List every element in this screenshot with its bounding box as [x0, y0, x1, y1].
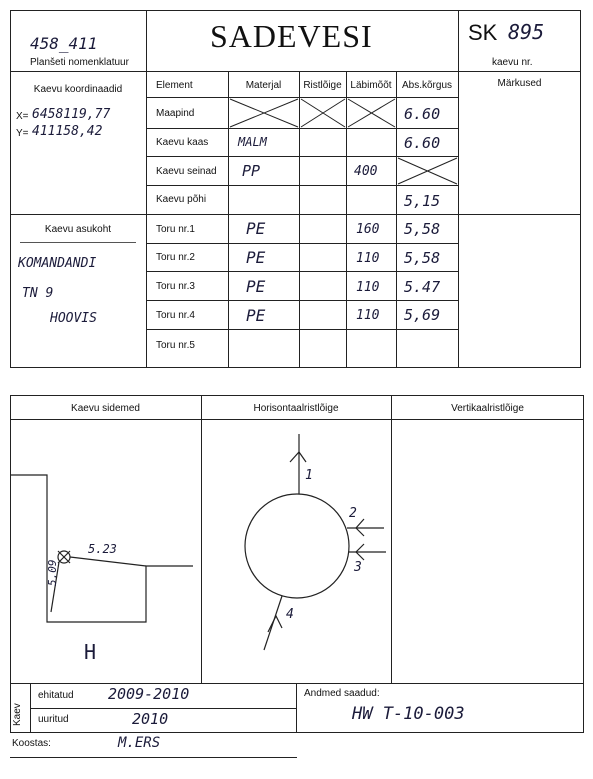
pipe-label-2: 2 [349, 506, 357, 521]
coords-label: Kaevu koordinaadid [33, 84, 123, 95]
row-material: PP [242, 162, 261, 180]
row-element: Toru nr.5 [156, 340, 195, 351]
panel-horizontal-title: Horisontaalristlõige [253, 403, 339, 414]
row-height: 5.47 [404, 278, 441, 296]
row-element: Kaevu kaas [156, 137, 209, 148]
x-prefix: X= [16, 111, 29, 122]
y-prefix: Y= [16, 128, 29, 139]
well-number: 895 [508, 20, 545, 44]
row-material: PE [246, 306, 266, 325]
form-title: SADEVESI [210, 18, 373, 54]
surveyed-value: 2010 [132, 710, 169, 728]
row-diameter: 160 [356, 222, 380, 237]
row-element: Maapind [156, 108, 195, 119]
row-material: PE [246, 248, 266, 267]
y-coordinate: 411158,42 [32, 124, 103, 139]
row-element: Toru nr.2 [156, 252, 195, 263]
pipe-label-1: 1 [305, 468, 313, 483]
row-height: 5,15 [404, 192, 441, 210]
row-diameter: 110 [356, 280, 380, 295]
row-height: 5,69 [404, 306, 441, 324]
row-element: Kaevu seinad [156, 166, 217, 177]
x-coordinate: 6458119,77 [32, 107, 111, 122]
location-line-1: KOMANDANDI [18, 256, 97, 271]
row-diameter: 110 [356, 308, 380, 323]
row-material: MALM [238, 135, 267, 149]
col-cross: Ristlõige [303, 80, 342, 91]
tie-house-letter: H [84, 640, 97, 664]
row-diameter: 400 [354, 164, 378, 179]
tie-top-dimension: 5.23 [88, 542, 117, 556]
tie-side-dimension: 5.09 [46, 559, 59, 586]
location-label: Kaevu asukoht [44, 224, 112, 235]
row-element: Kaevu põhi [156, 194, 207, 205]
author-value: M.ERS [118, 735, 161, 751]
sheet-label: Planšeti nomenklatuur [30, 57, 129, 68]
panel-vertical-title: Vertikaalristlõige [451, 403, 524, 414]
panel-ties-title: Kaevu sidemed [71, 403, 140, 414]
location-line-2: TN 9 [22, 286, 54, 301]
col-material: Materjal [245, 80, 282, 91]
row-height: 6.60 [404, 134, 441, 152]
row-element: Toru nr.1 [156, 224, 195, 235]
row-diameter: 110 [356, 251, 380, 266]
col-height: Abs.kõrgus [401, 80, 453, 91]
data-source-value: HW T-10-003 [352, 704, 465, 724]
sheet-code: 458_411 [30, 34, 98, 53]
row-material: PE [246, 277, 266, 296]
surveyed-label: uuritud [38, 714, 69, 725]
row-height: 5,58 [404, 220, 441, 238]
col-diameter: Läbimõõt [350, 80, 392, 91]
col-element: Element [156, 80, 193, 91]
col-notes: Märkused [497, 78, 542, 89]
row-element: Toru nr.3 [156, 281, 195, 292]
row-height: 6.60 [404, 105, 441, 123]
author-label: Koostas: [12, 738, 51, 749]
row-material: PE [246, 219, 266, 238]
well-prefix: SK [468, 20, 498, 45]
built-label: ehitatud [38, 690, 74, 701]
well-label: kaevu nr. [492, 57, 533, 68]
data-source-label: Andmed saadud: [304, 688, 380, 699]
built-value: 2009-2010 [108, 685, 190, 703]
pipe-label-4: 4 [286, 607, 294, 622]
pipe-label-3: 3 [354, 560, 362, 575]
row-element: Toru nr.4 [156, 310, 195, 321]
location-line-3: HOOVIS [50, 311, 97, 326]
row-height: 5,58 [404, 249, 441, 267]
footer-side-label: Kaev [12, 703, 23, 726]
